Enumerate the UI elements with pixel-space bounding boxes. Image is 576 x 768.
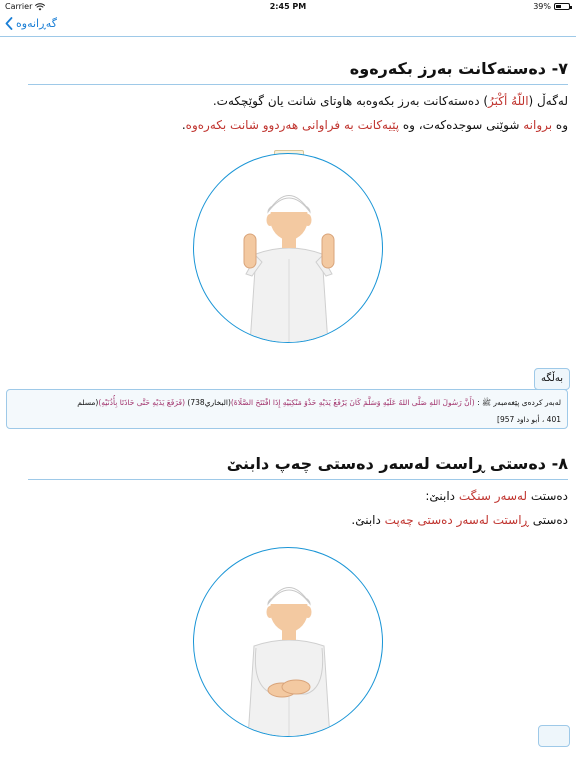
content-scroll[interactable] (0, 37, 576, 768)
battery-fill (556, 5, 561, 8)
back-label: گەڕانەوە (16, 17, 57, 30)
evidence-line-2: 401 ، أبو داود 957] (497, 415, 561, 424)
battery-group (533, 2, 570, 11)
raising-hands-illustration (193, 153, 383, 343)
status-bar (0, 0, 576, 14)
battery-icon (554, 3, 570, 10)
section-7-title: ٧- دەستەکانت بەرز بکەرەوە (28, 59, 568, 85)
section-7-line-2: وە بروانە شوێنی سوجدەکەت، وە پێیەکانت بە فراوانی هەردوو شانت بکەرەوە. (181, 118, 568, 132)
boy-raising-hands-art (194, 154, 383, 343)
boy-hands-on-chest-art (194, 548, 383, 737)
section-8-title: ٨- دەستی ڕاست لەسەر دەستی چەپ دابنێ (28, 454, 568, 480)
hands-on-chest-illustration (193, 547, 383, 737)
navigation-bar (0, 14, 576, 37)
evidence-label: بەڵگە (534, 368, 570, 390)
chevron-left-icon (5, 17, 13, 30)
carrier-label: Carrier (5, 2, 33, 11)
evidence-line-1: لەبەر کردەی پێغەمبەر ﷺ : (أَنَّ رَسُولَ اللهِ صَلَّى اللهُ عَلَيْهِ وَسَلَّمَ كَانَ يَرْفَعُ يَدَيْهِ حَذْوَ مَنْكِبَيْهِ إِذَا افْتَتَحَ الصَّلَاةَ)(البخاري738) (فَرَفَعَ يَدَيْهِ حَتَّى حَاذَتَا بِأُذُنَيْهِ)(مسلم (77, 398, 561, 407)
status-time: 2:45 PM (269, 2, 307, 11)
section-8-line-1: دەستت لەسەر سنگت دابنێ: (425, 489, 568, 503)
section-8-line-2: دەستی ڕاستت لەسەر دەستی چەپت دابنێ. (351, 513, 568, 527)
section-7-line-1: لەگەڵ (اللّهُ أكْبَرُ) دەستەکانت بەرز بکەوەبە هاوتای شانت یان گوێچکەت. (212, 94, 568, 108)
back-button[interactable] (5, 17, 57, 30)
next-evidence-label (538, 725, 570, 747)
battery-percent: 39% (533, 2, 551, 11)
evidence-box (6, 389, 568, 429)
